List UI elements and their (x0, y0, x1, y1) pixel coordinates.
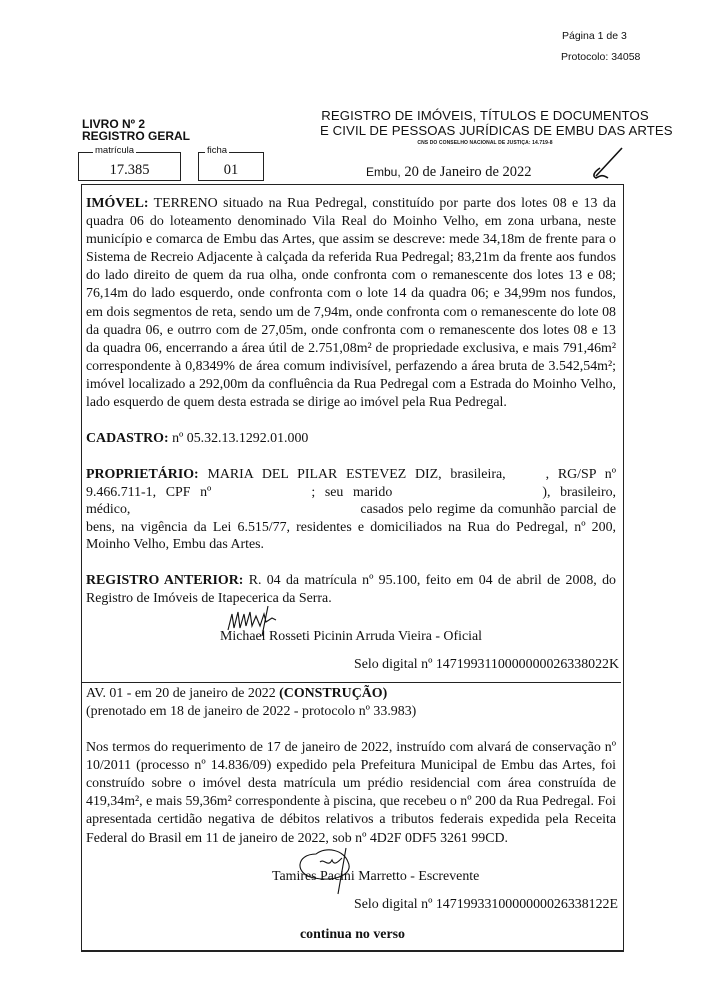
averbacao-prenotado: (prenotado em 18 de janeiro de 2022 - protocolo nº 33.983) (86, 704, 417, 719)
digital-seal-1: Selo digital nº 1471993110000000026338022K (354, 656, 620, 672)
matricula-label: matrícula (95, 145, 135, 156)
imovel-text: TERRENO situado na Rua Pedregal, constituído por parte dos lotes 08 e 13 da quadra 06 do loteamento denominado Vila Real do Moinho Velho, em zona urbana, neste município e comarca de Embu das Artes, que assim se descreve: mede 34,18m de frente para o Sistema de Recreio Adjacente à calçada da referida Rua Pedregal; 83,21m da frente aos fundos do lado direito de quem da rua olha, onde confronta com o remanescente dos lotes 13 e 08; 76,14m do lado esquerdo, onde confronta com o lote 14 da quadra 06; e 34,99m nos fundos, em dois segmentos de reta, sendo um de 7,94m, onde confronta com o remanescente do lote 08 da quadra 06, e outrro com de 27,05m, onde confronta com o remanescente dos lotes 08 e 13 da quadra 06, encerrando a área útil de 2.751,08m² de propriedade exclusiva, e mais 791,46m² correspondente à 0,8349% de área comum indivisível, perfazendo a área bruta de 3.542,54m²; imóvel localizado a 292,00m da confluência da Rua Pedregal com a Estrada do Moinho Velho, lado esquerdo de quem desta estrada se dirige ao imóvel pela Rua Pedregal. (86, 196, 616, 411)
digital-seal-1-row (82, 652, 623, 676)
ficha-box (198, 145, 264, 181)
escrevente-name: Tamires Pacini Marretto - Escrevente (272, 868, 480, 884)
matricula-box (78, 145, 181, 181)
section-divider (82, 682, 621, 683)
page-indicator: Página 1 de 3 (562, 30, 627, 42)
office-line-2: E CIVIL DE PESSOAS JURÍDICAS DE EMBU DAS ARTES (320, 123, 673, 138)
proprietario-text-1: MARIA DEL PILAR ESTEVEZ DIZ, brasileira, (207, 467, 506, 483)
digital-seal-2: Selo digital nº 1471993310000000026338122E (354, 896, 618, 912)
cadastro-section (82, 430, 616, 448)
proprietario-text-4: ), (542, 484, 551, 500)
cns-code: CNS DO CONSELHO NACIONAL DE JUSTIÇA: 14.719-8 (417, 140, 553, 146)
registry-office-name (320, 108, 673, 147)
protocol-number: Protocolo: 34058 (561, 51, 641, 63)
averbacao-header (82, 685, 616, 721)
imovel-label: IMÓVEL: (86, 196, 149, 211)
cadastro-label: CADASTRO: (86, 431, 169, 447)
record-flow (82, 185, 623, 944)
imovel-section (82, 185, 616, 412)
registro-geral-label: REGISTRO GERAL (82, 129, 191, 143)
book-heading (82, 118, 190, 142)
proprietario-text-2: , RG/SP nº 9.466.711-1, CPF nº (86, 467, 617, 500)
proprietario-text-5: brasileiro, médico, (86, 484, 616, 518)
oficial-name: Michael Rosseti Picinin Arruda Vieira - Oficial (220, 628, 482, 644)
proprietario-text-3: ; seu marido (311, 484, 393, 500)
registro-anterior-section (82, 572, 616, 608)
proprietario-section (82, 466, 616, 554)
registro-anterior-label: REGISTRO ANTERIOR: (86, 572, 244, 588)
registration-record (81, 184, 624, 952)
averbacao-body: Nos termos do requerimento de 17 de janeiro de 2022, instruído com alvará de conservação nº 10/2011 (processo nº 14.836/09) expedido pela Prefeitura Municipal de Embu das Artes, foi construído sobre o imóvel desta matrícula um prédio residencial com área construída de 419,34m², e mais 59,36m² correspondente à piscina, que recebeu o nº 200 da Rua Pedregal. Foi apresentada certidão negativa de débitos relativos a tributos federais expedida pela Receita Federal do Brasil em 11 de janeiro de 2022, sob nº 4D2F 0DF5 3261 99CD. (86, 740, 616, 846)
oficial-signature-block (82, 612, 623, 646)
cadastro-text: nº 05.32.13.1292.01.000 (172, 431, 309, 447)
proprietario-text-6: casados pelo regime da comunhão parcial de bens, na vigência da Lei 6.515/77, residentes e domiciliados na Rua do Pedregal, nº 200, Moinho Velho, Embu das Artes. (86, 502, 616, 553)
rubric-signature-icon (588, 146, 628, 184)
averbacao-title: AV. 01 - em 20 de janeiro de 2022 (86, 685, 276, 701)
escrevente-signature-block (82, 852, 623, 886)
ficha-value: 01 (223, 162, 239, 178)
document-date: 20 de Janeiro de 2022 (404, 164, 532, 180)
place-date (366, 164, 532, 181)
city: Embu, (366, 165, 401, 179)
digital-seal-2-row (82, 892, 623, 916)
proprietario-label: PROPRIETÁRIO: (86, 467, 199, 483)
averbacao-type: (CONSTRUÇÃO) (279, 685, 388, 701)
livro-label: LIVRO Nº 2 (82, 117, 146, 131)
continua-no-verso-note: continua no verso (300, 926, 405, 942)
registro-anterior-text: R. 04 da matrícula nº 95.100, feito em 04 de abril de 2008, do Registro de Imóveis de Itapecerica da Serra. (86, 572, 616, 606)
ficha-label: ficha (207, 145, 228, 156)
matricula-value: 17.385 (109, 162, 150, 178)
office-line-1: REGISTRO DE IMÓVEIS, TÍTULOS E DOCUMENTOS (321, 108, 649, 123)
